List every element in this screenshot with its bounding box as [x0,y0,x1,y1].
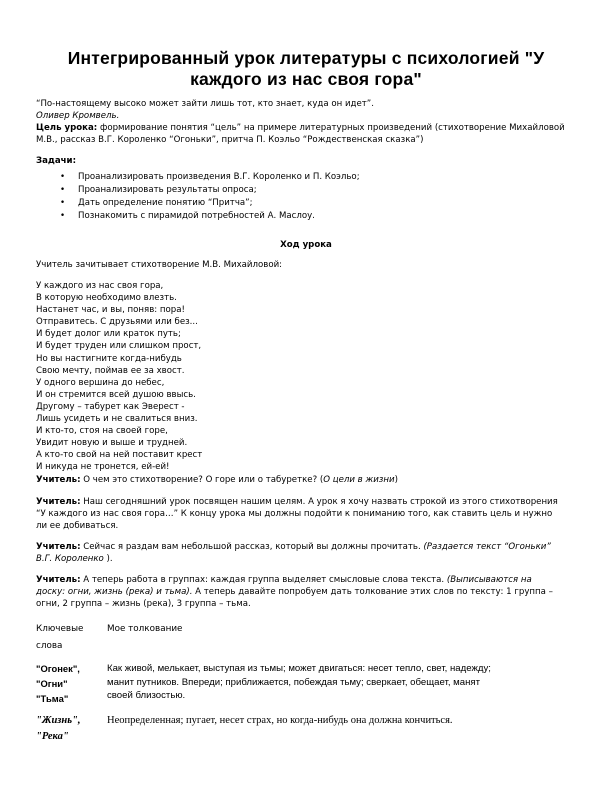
poem-line: В которую необходимо влезть. [36,293,177,304]
poem-line: Другому – табурет как Эверест - [36,401,185,412]
groups-line-3: огни, 2 группа – жизнь (река), 3 группа – тьма. [36,599,251,609]
poem-line: Лишь усидеть и не свалиться вниз. [36,414,198,425]
list-item: • Дать определение понятию “Притча”; [60,197,540,210]
document-title [40,48,572,90]
goal-line-1: формирование понятия “цель” на примере литературных произведений (стихотворение Михайловой [97,123,565,133]
poem-line: А кто-то свой на ней поставит крест [36,450,203,461]
poem-line: Настанет час, и вы, поняв: пора! [36,305,185,316]
paragraph-lesson-topic [36,496,576,532]
keyword: "Жизнь", [36,715,81,726]
teacher-label: Учитель: [36,497,81,507]
keywords-header-line-1: Ключевые [36,624,84,634]
poem-line: И никуда не тронется, ей-ей! [36,462,170,473]
table-header-keywords [36,623,83,653]
keyword: "Огонек", [36,663,80,674]
keyword: "Огни" [36,678,68,689]
goal-line-2: М.В., рассказ В.Г. Короленко “Огоньки”, притча П. Коэльо “Рождественская сказка”) [36,135,424,145]
question-end: ) [394,475,398,485]
tasks-label: Задачи: [36,156,77,166]
story-text: Сейчас я раздам вам небольшой рассказ, который вы должны прочитать. [80,542,424,552]
poem-intro: Учитель зачитывает стихотворение М.В. Михайловой: [36,260,283,270]
groups-text: А теперь работа в группах: каждая группа выделяет смысловые слова текста. [80,575,447,585]
epigraph-author: Оливер Кромвель. [36,111,120,121]
table-row-1-text [107,662,491,703]
section-title: Ход урока [280,240,332,250]
interpretation-line: своей близостью. [107,690,186,701]
epigraph [36,98,576,146]
story-end: ). [103,554,113,564]
interpretation-line: Как живой, мелькает, выступая из тьмы; может двигаться: несет тепло, свет, надежду; [107,663,491,674]
groups-line-2: А теперь давайте попробуем дать толкование этих слов по тексту: 1 группа – [192,587,553,597]
paragraph-story [36,541,576,565]
story-note: (Раздается текст “Огоньки” [423,542,551,552]
table-row-2-text: Неопределенная; пугает, несет страх, но когда-нибудь она должна кончиться. [107,715,453,726]
groups-note-1: (Выписываются на [446,575,532,585]
poem [36,280,336,474]
list-item: • Проанализировать результаты опроса; [60,184,540,197]
question-text: О чем это стихотворение? О горе или о табуретке? ( [80,475,324,485]
teacher-label: Учитель: [36,542,81,552]
poem-line: И кто-то, стоя на своей горе, [36,426,168,437]
table-row-2-keys [36,714,81,743]
poem-line: У одного вершина до небес, [36,377,165,388]
poem-line: Увидит новую и выше и трудней. [36,438,188,449]
list-item: • Познакомить с пирамидой потребностей А. Маслоу. [60,210,540,223]
keywords-header-line-2: слова [36,641,63,651]
title-line-1: Интегрированный урок литературы с психологией "У [67,48,545,68]
question-answer: О цели в жизни [323,475,395,485]
paragraph-question [36,474,576,486]
keyword: "Тьма" [36,693,69,704]
poem-line: Отправитесь. С друзьями или без... [36,317,198,328]
tasks-list [60,171,540,223]
topic-line-3: ли ее добиваться. [36,521,119,531]
poem-line: Но вы настигните когда-нибудь [36,353,182,364]
poem-line: Свою мечту, поймав ее за хвост. [36,365,185,376]
interpretation-line: манит путников. Впереди; приближается, побеждая тьму; сверкает, обещает, манят [107,676,480,688]
teacher-label: Учитель: [36,575,81,585]
poem-line: И он стремится всей душою ввысь. [36,389,196,400]
teacher-label: Учитель: [36,475,81,485]
lesson-goal [36,122,576,134]
goal-label: Цель урока: [36,123,98,133]
paragraph-groups [36,574,576,610]
topic-line-2: “У каждого из нас своя гора…” К концу урока мы должны подойти к пониманию того, как ставить цель и нужно [36,509,553,519]
story-author: В.Г. Короленко [36,554,104,564]
title-line-2: каждого из нас своя гора" [190,69,422,89]
topic-line-1: Наш сегодняшний урок посвящен нашим целям. А урок я хочу назвать строкой из этого стихотворения [80,497,558,507]
poem-line: И будет труден или слишком прост, [36,341,202,352]
table-row-1-keys [36,662,80,705]
keyword: "Река" [36,731,69,742]
poem-line: И будет долог или краток путь; [36,329,181,340]
list-item: • Проанализировать произведения В.Г. Короленко и П. Коэльо; [60,171,540,184]
epigraph-quote: “По-настоящему высоко может зайти лишь тот, кто знает, куда он идет”. [36,99,374,109]
poem-line: У каждого из нас своя гора, [36,281,164,291]
table-header-interpretation: Мое толкование [107,624,183,634]
groups-note-2: доску: огни, жизнь (река) и тьма). [36,587,193,597]
